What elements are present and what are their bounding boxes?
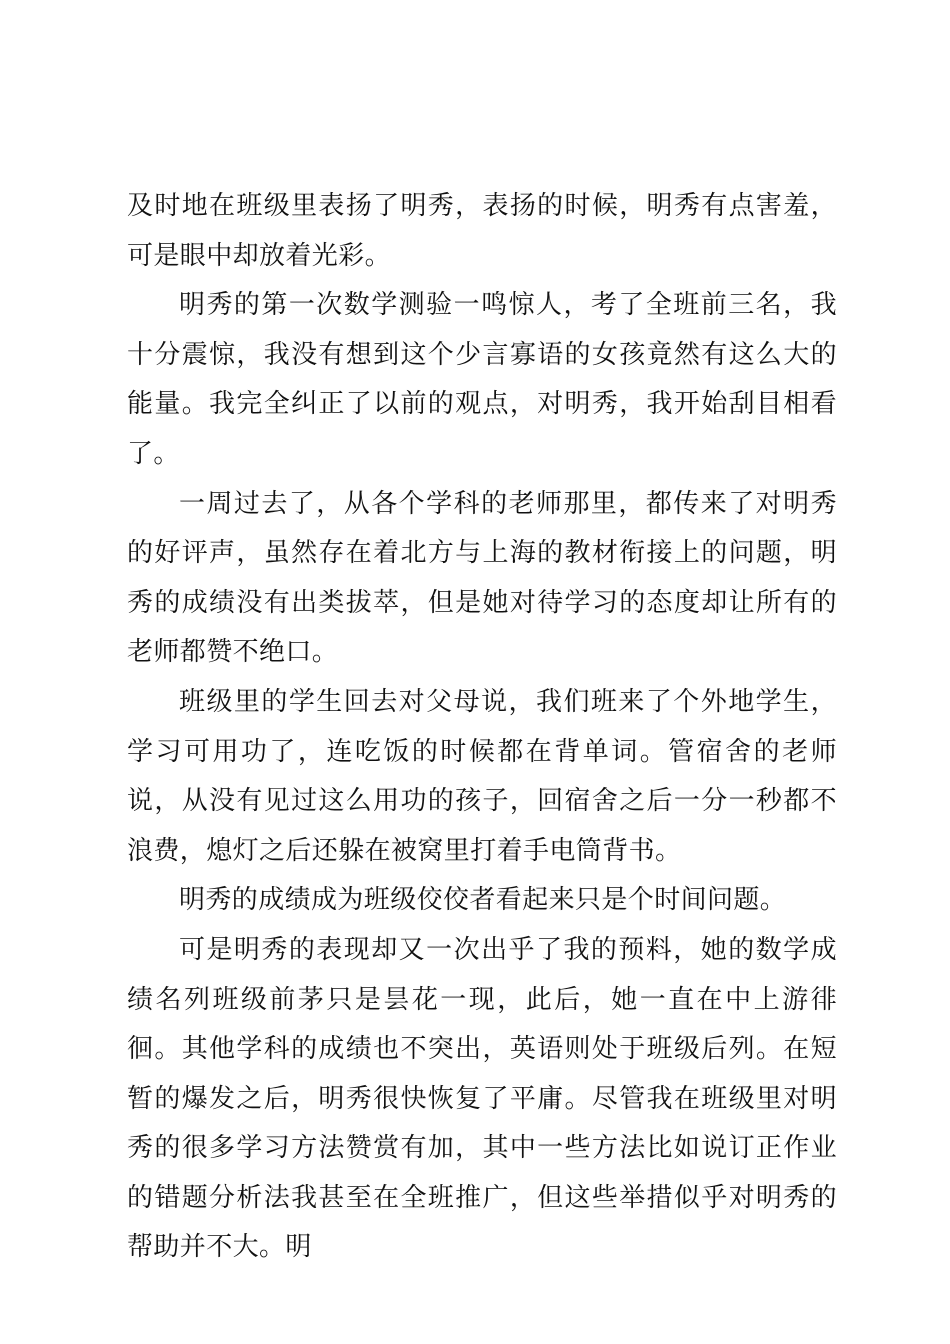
paragraph: 明秀的成绩成为班级佼佼者看起来只是个时间问题。 xyxy=(179,885,787,916)
document-body xyxy=(127,182,837,1273)
paragraph: 班级里的学生回去对父母说，我们班来了个外地学生，学习可用功了，连吃饭的时候都在背单词。管宿舍的老师说，从没有见过这么用功的孩子，回宿舍之后一分一秒都不浪费，熄灯之后还躲在被窝里打着手电筒背书。 xyxy=(127,686,837,866)
paragraph: 一周过去了，从各个学科的老师那里，都传来了对明秀的好评声，虽然存在着北方与上海的教材衔接上的问题，明秀的成绩没有出类拔萃，但是她对待学习的态度却让所有的老师都赞不绝口。 xyxy=(127,488,837,668)
paragraph: 可是明秀的表现却又一次出乎了我的预料，她的数学成绩名列班级前茅只是昙花一现，此后，她一直在中上游徘徊。其他学科的成绩也不突出，英语则处于班级后列。在短暂的爆发之后，明秀很快恢复了平庸。尽管我在班级里对明秀的很多学习方法赞赏有加，其中一些方法比如说订正作业的错题分析法我甚至在全班推广，但这些举措似乎对明秀的帮助并不大。明 xyxy=(127,934,837,1263)
paragraph: 明秀的第一次数学测验一鸣惊人，考了全班前三名，我十分震惊，我没有想到这个少言寡语的女孩竟然有这么大的能量。我完全纠正了以前的观点，对明秀，我开始刮目相看了。 xyxy=(127,290,837,469)
paragraph-continuation: 及时地在班级里表扬了明秀，表扬的时候，明秀有点害羞，可是眼中却放着光彩。 xyxy=(127,191,837,271)
